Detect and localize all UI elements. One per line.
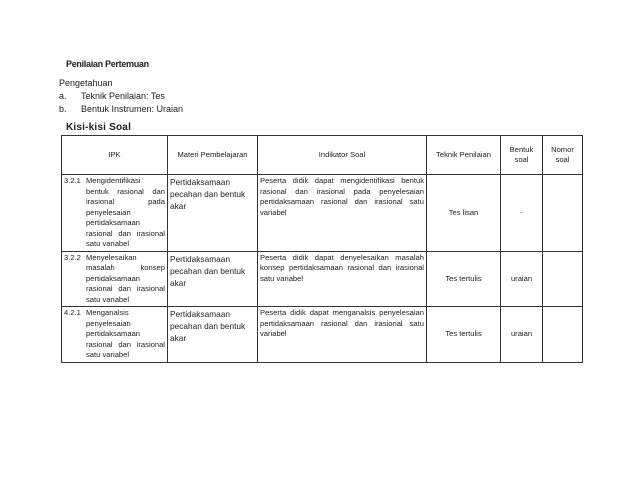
indikator-cell: Peserta didik dapat menganalsis penyelesaian pertidaksamaan rasional dan irasional satu variabel [258,307,427,363]
teknik-cell: Tes lisan [427,175,501,252]
item-letter: b. [59,104,67,114]
kisi-kisi-table [61,135,583,363]
section-heading: Penilaian Pertemuan [66,59,149,69]
table-row [62,307,583,363]
ipk-cell [62,175,168,252]
header-teknik: Teknik Penilaian [427,136,501,175]
materi-cell: Pertidaksamaan pecahan dan bentuk akar [168,251,258,307]
header-bentuk: Bentuk soal [501,136,543,175]
indikator-cell: Peserta didik dapat mengidentifikasi bentuk rasional dan irasional pada penyelesaian pertidaksamaan rasional dan irasional satu variabel [258,175,427,252]
ipk-text: Menganalsis penyelesaian pertidaksamaan rasional dan irasional satu variabel [86,308,165,359]
item-text: Teknik Penilaian: Tes [81,91,165,101]
header-materi: Materi Pembelajaran [168,136,258,175]
teknik-cell: Tes tertulis [427,307,501,363]
nomor-cell [543,307,583,363]
ipk-number: 3.2.2 [64,252,81,262]
teknik-cell: Tes tertulis [427,251,501,307]
ipk-cell [62,251,168,307]
knowledge-title: Pengetahuan [59,78,113,88]
ipk-text: Menyelesaikan masalah konsep pertidaksamaan rasional dan irasional satu variabel [86,252,165,304]
knowledge-block [59,77,183,116]
table-header-row [62,136,583,175]
bentuk-cell: uraian [501,251,543,307]
knowledge-item [59,90,183,103]
nomor-cell [543,251,583,307]
ipk-number: 3.2.1 [64,176,81,185]
materi-cell: Pertidaksamaan pecahan dan bentuk akar [168,307,258,363]
header-nomor: Nomor soal [543,136,583,175]
ipk-cell [62,307,168,363]
table-row [62,175,583,252]
header-indikator: Indikator Soal [258,136,427,175]
materi-cell: Pertidaksamaan pecahan dan bentuk akar [168,175,258,252]
ipk-number: 4.2.1 [64,308,81,317]
nomor-cell [543,175,583,252]
item-letter: a. [59,91,67,101]
knowledge-item [59,103,183,116]
kisi-kisi-title: Kisi-kisi Soal [66,122,132,133]
bentuk-cell: uraian [501,307,543,363]
ipk-text: Mengidentifikasi bentuk rasional dan irasional pada penyelesaian pertidaksamaan rasional dan irasional satu variabel [86,176,165,248]
table-row [62,251,583,307]
bentuk-cell: - [501,175,543,252]
item-text: Bentuk Instrumen: Uraian [81,104,184,114]
indikator-cell: Peserta didik dapat denyelesaikan masalah konsep pertidaksamaan rasional dan irasional satu variabel [258,251,427,307]
header-ipk: IPK [62,136,168,175]
